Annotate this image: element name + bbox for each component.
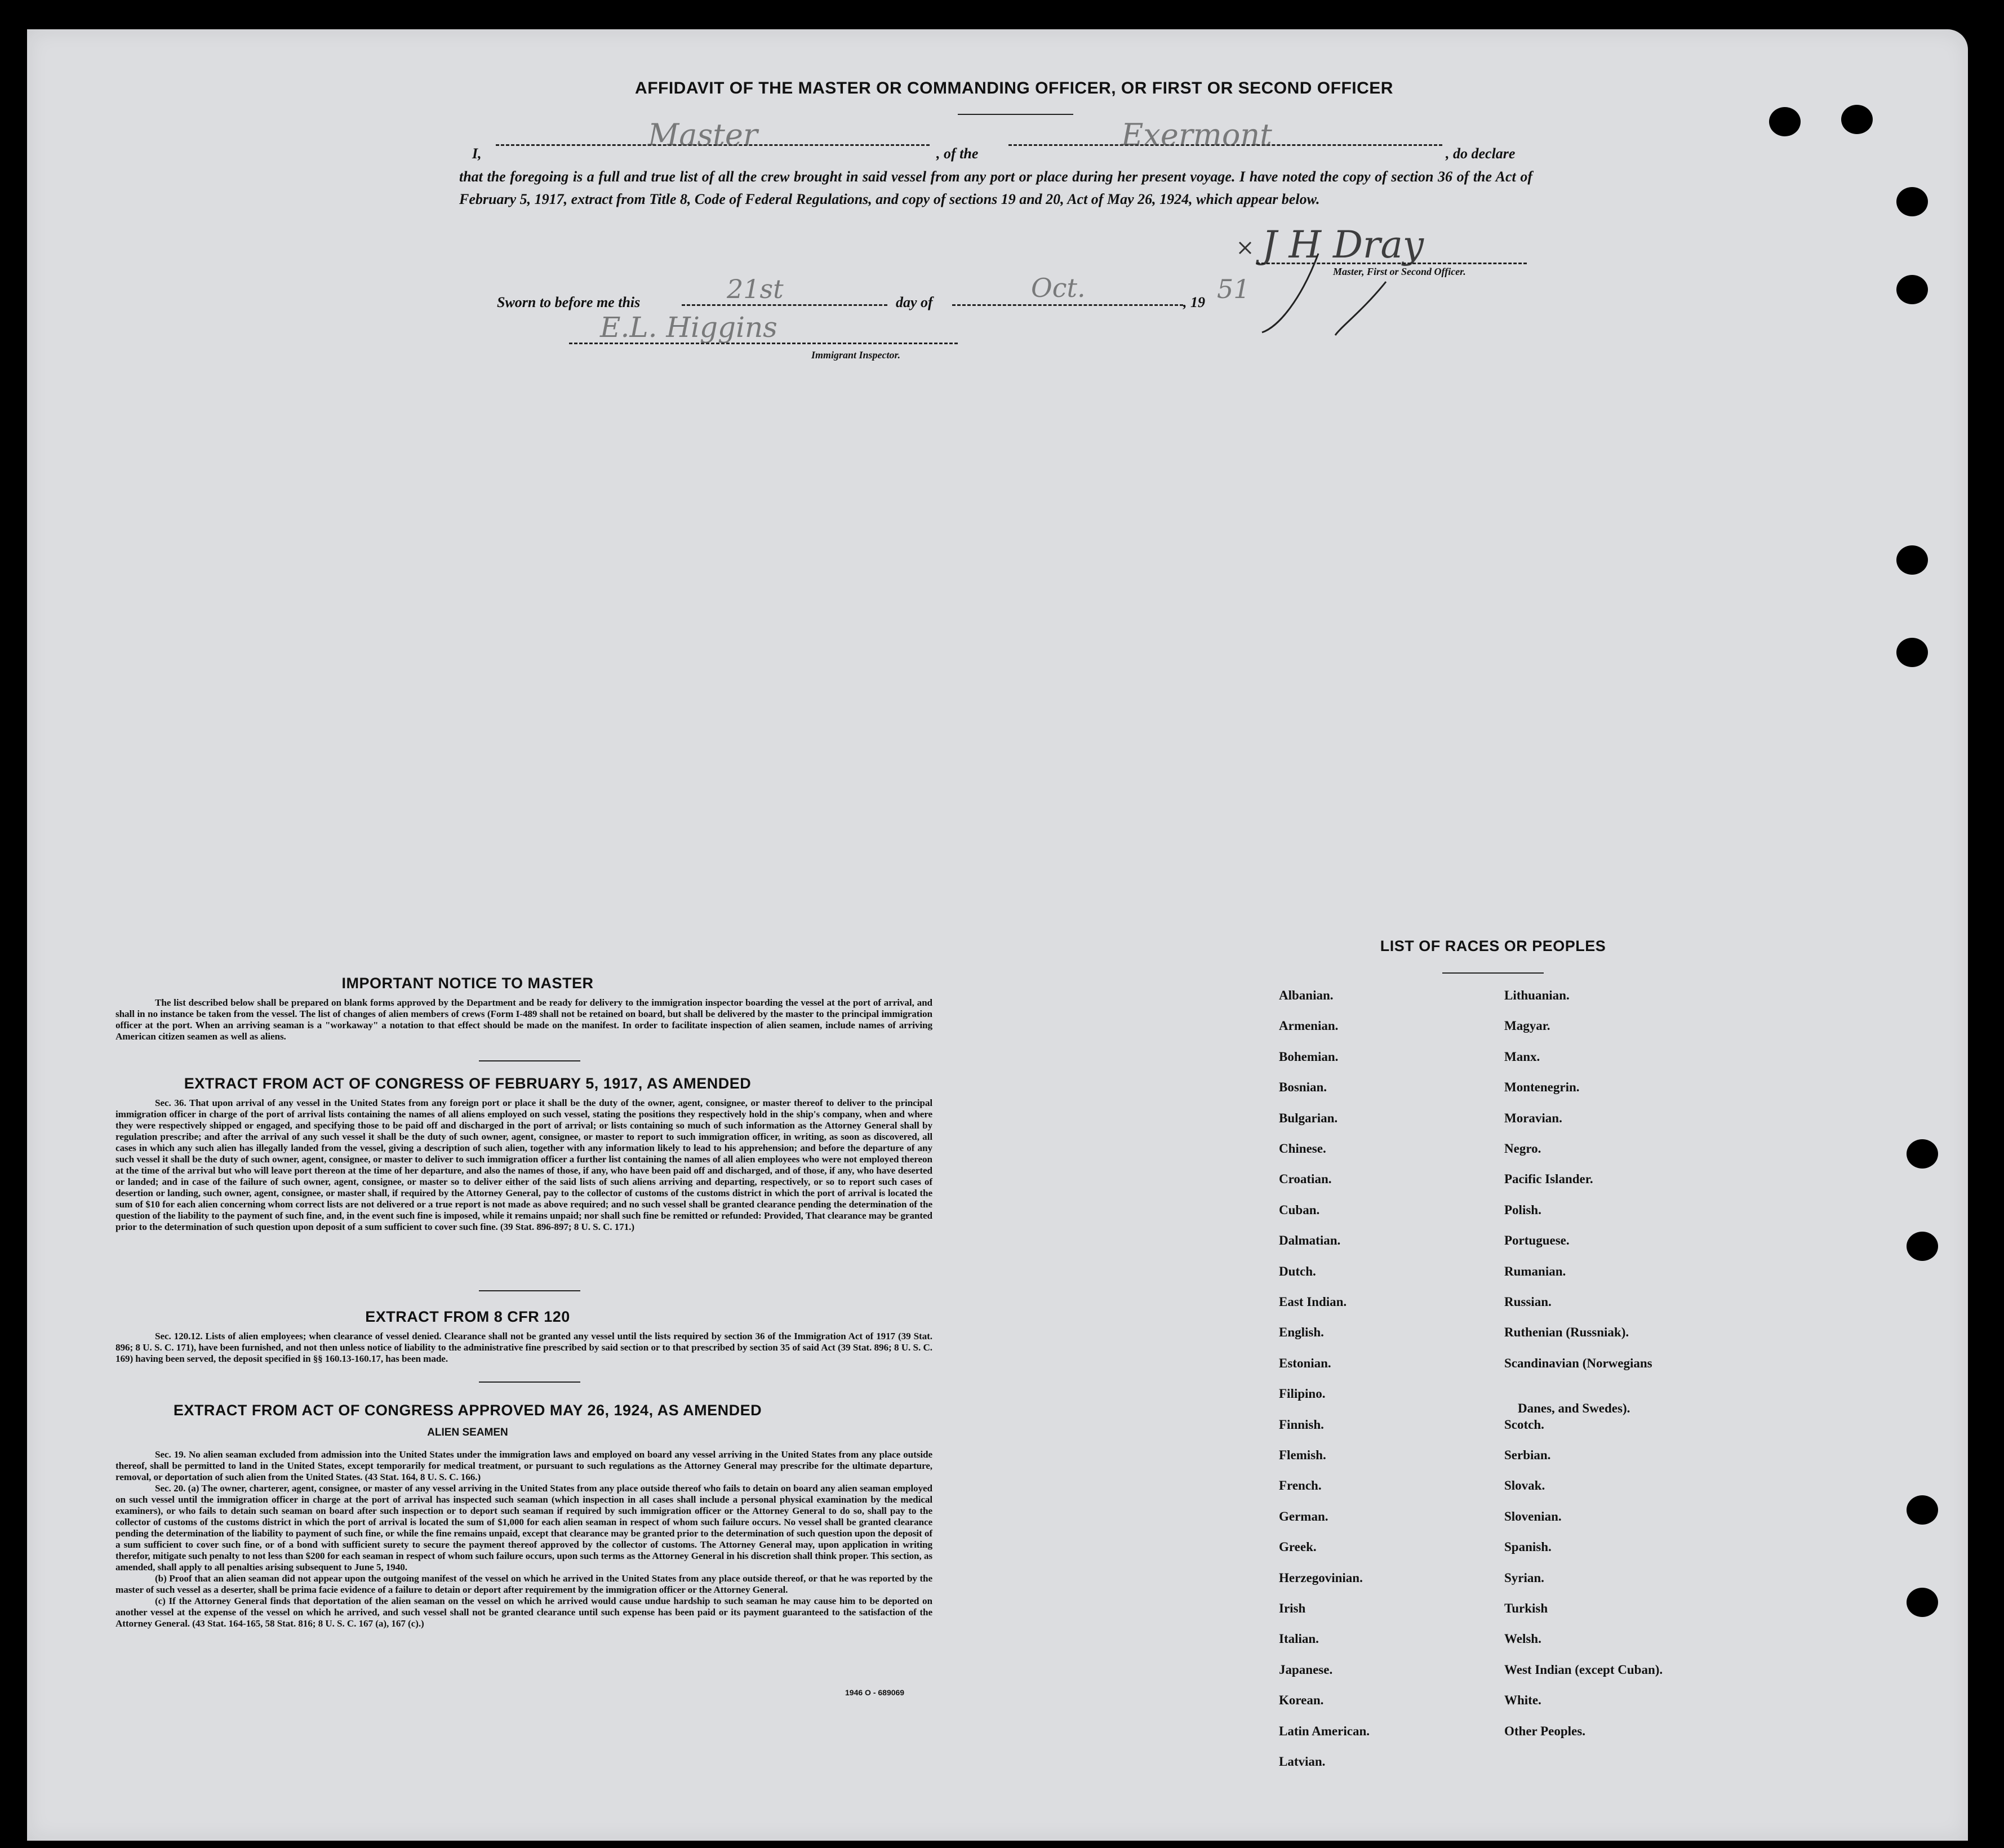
extract-1924-sec19: Sec. 19. No alien seaman excluded from admission into the United States under the immigration laws and employed on board any vessel arriving in the United States from any place outside thereof, shall be permitted to land in the United States, except temporarily for medical treatment, or pursuant to such regulations as the Attorney General may prescribe for the ultimate departure, removal, or deportation of such alien from the United States. (43 Stat. 164, 8 U. S. C. 166.) — [115, 1449, 932, 1482]
affidavit-i-label: I, — [472, 145, 482, 162]
race-item: Dalmatian. — [1279, 1233, 1341, 1248]
race-item: Lithuanian. — [1504, 988, 1570, 1002]
race-item: Syrian. — [1504, 1570, 1544, 1585]
race-item: West Indian (except Cuban). — [1504, 1662, 1663, 1677]
punch-hole — [1907, 1139, 1938, 1169]
race-item: Turkish — [1504, 1601, 1548, 1615]
extract-1924-subtitle: ALIEN SEAMEN — [427, 1427, 508, 1438]
handwritten-vessel: Exermont — [1121, 117, 1272, 153]
inspector-caption: Immigrant Inspector. — [811, 349, 901, 361]
punch-hole — [1896, 545, 1928, 575]
race-item: Albanian. — [1279, 988, 1334, 1002]
race-item: Negro. — [1504, 1141, 1541, 1156]
race-item: Spanish. — [1504, 1540, 1552, 1554]
race-item: Filipino. — [1279, 1387, 1326, 1401]
race-item: Croatian. — [1279, 1172, 1332, 1187]
year-label: , 19 — [1183, 294, 1205, 310]
race-item: Estonian. — [1279, 1356, 1331, 1370]
race-item: Welsh. — [1504, 1632, 1541, 1646]
divider — [1442, 972, 1544, 974]
extract-1917-body: Sec. 36. That upon arrival of any vessel in the United States from any foreign port or place it shall be the duty of the owner, agent, consignee, or master thereof to deliver to the principal immigration officer in charge of the port of arrival lists containing the names of all aliens employed on such vessel, stating the positions they respectively hold in the ship's company, when and where they were respectively shipped or engaged, and specifying those to be paid off and discharged in the port of arrival; or lists containing so much of such information as the Attorney General shall by regulation prescribe; and after the arrival of any such vessel it shall be the duty of such owner, agent, consignee, or master to report to such immigration officer, in writing, as soon as discovered, all cases in which any such alien has illegally landed from the vessel, giving a description of such alien, together with any information likely to lead to his apprehension; and before the departure of any such vessel it shall be the duty of such owner, agent, consignee, or master to deliver to such immigration officer a further list containing the names of all alien employees who were not employed thereon at the time of the arrival but who will leave port thereon at the time of her departure, and also the names of those, if any, who have been paid off and discharged, and of those, if any, who have deserted or landed; and in case of the failure of such owner, agent, consignee, or master so to deliver either of the said lists of such aliens arriving and departing, respectively, or so to report such cases of desertion or landing, such owner, agent, consignee, or master shall, if required by the Attorney General, pay to the collector of customs of the customs district in which the port of arrival is located the sum of $10 for each alien concerning whom correct lists are not delivered or a true report is not made as above required; and no such vessel shall be granted clearance pending the determination of the question of the liability to the payment of such fine, and, in the event such fine is imposed, while it remains unpaid; nor shall such fine be remitted or refunded: Provided, That clearance may be granted prior to the determination of such question upon deposit of a sum sufficient to cover such fine. (39 Stat. 896-897; 8 U. S. C. 171.) — [115, 1098, 932, 1232]
extract-1924-sec20b: (b) Proof that an alien seaman did not appear upon the outgoing manifest of the vessel on which he arrived in the United States from any place outside thereof, or that he was reported by the master of such vessel as a deserter, shall be prima facie evidence of a failure to detain or deport after requirement by the immigration officer or the Attorney General. — [115, 1573, 932, 1595]
race-item: Dutch. — [1279, 1264, 1316, 1278]
handwritten-day: 21st — [727, 274, 784, 304]
race-item: Bosnian. — [1279, 1080, 1327, 1095]
affidavit-of-label: , of the — [936, 145, 979, 162]
punch-hole — [1769, 107, 1801, 136]
signature-caption: Master, First or Second Officer. — [1333, 266, 1466, 277]
extract-cfr-body: Sec. 120.12. Lists of alien employees; when clearance of vessel denied. Clearance shall not be granted any vessel until the lists required by section 36 of the Immigration Act of 1917 (39 Stat. 896; 8 U. S. C. 171), have been furnished, and not then unless notice of liability to the administrative fine prescribed by said section or to that prescribed by section 35 of said Act (39 Stat. 896; 8 U. S. C. 169) having been served, the deposit specified in §§ 160.13-160.17, has been made. — [115, 1331, 932, 1364]
handwritten-inspector: E.L. Higgins — [600, 311, 777, 344]
race-item: Bulgarian. — [1279, 1110, 1338, 1125]
handwritten-name: Master — [648, 117, 758, 153]
race-item: Other Peoples. — [1504, 1723, 1585, 1738]
divider — [479, 1060, 580, 1061]
punch-hole — [1907, 1588, 1938, 1617]
extract-cfr-title: EXTRACT FROM 8 CFR 120 — [365, 1308, 570, 1325]
race-item: Irish — [1279, 1601, 1306, 1615]
race-item: Scotch. — [1504, 1417, 1544, 1432]
affidavit-declare-label: , do declare — [1446, 145, 1516, 162]
affidavit-body: that the foregoing is a full and true list of all the crew brought in said vessel from any port or place during her present voyage. I have noted the copy of section 36 of the Act of February 5, 1917, extract from Title 8, Code of Federal Regulations, and copy of sections 19 and 20, Act of May 26, 1924, which appear below. — [459, 168, 1532, 207]
month-line — [952, 304, 1183, 306]
race-item: Montenegrin. — [1504, 1080, 1580, 1095]
race-item: East Indian. — [1279, 1295, 1347, 1309]
handwritten-signature: J H Dray — [1262, 223, 1424, 266]
race-item: Magyar. — [1504, 1019, 1550, 1033]
race-item: Greek. — [1279, 1540, 1317, 1554]
punch-hole — [1907, 1495, 1938, 1525]
race-item: Serbian. — [1504, 1448, 1551, 1462]
race-item: Chinese. — [1279, 1141, 1326, 1156]
race-item: Bohemian. — [1279, 1049, 1339, 1064]
race-item: Armenian. — [1279, 1019, 1339, 1033]
race-item: Manx. — [1504, 1049, 1540, 1064]
day-line — [682, 304, 887, 306]
divider — [958, 114, 1073, 115]
divider — [479, 1381, 580, 1383]
punch-hole — [1907, 1232, 1938, 1261]
race-item: Slovenian. — [1504, 1509, 1562, 1523]
race-item: Moravian. — [1504, 1110, 1562, 1125]
handwritten-month: Oct. — [1031, 273, 1086, 303]
race-item: Pacific Islander. — [1504, 1172, 1593, 1187]
handwritten-year: 51 — [1217, 274, 1250, 304]
race-item: White. — [1504, 1693, 1541, 1708]
race-item: Rumanian. — [1504, 1264, 1566, 1278]
race-item: Latin American. — [1279, 1723, 1370, 1738]
race-item: German. — [1279, 1509, 1328, 1523]
race-item: English. — [1279, 1325, 1324, 1340]
race-item: Japanese. — [1279, 1662, 1333, 1677]
punch-hole — [1841, 105, 1873, 134]
race-item: Ruthenian (Russniak). — [1504, 1325, 1629, 1340]
signature-flourish — [1217, 231, 1476, 344]
race-item: Slovak. — [1504, 1478, 1545, 1493]
race-item: Italian. — [1279, 1632, 1319, 1646]
race-item: Danes, and Swedes). — [1518, 1401, 1630, 1416]
print-code: 1946 O - 689069 — [845, 1688, 905, 1697]
divider — [479, 1290, 580, 1291]
extract-1924-body — [115, 1449, 932, 1629]
day-of-label: day of — [896, 294, 933, 310]
punch-hole — [1896, 638, 1928, 667]
affidavit-title: AFFIDAVIT OF THE MASTER OR COMMANDING OFFICER, OR FIRST OR SECOND OFFICER — [635, 79, 1393, 97]
race-item: Russian. — [1504, 1295, 1552, 1309]
race-item: Finnish. — [1279, 1417, 1324, 1432]
race-item: Cuban. — [1279, 1202, 1320, 1217]
race-item: Portuguese. — [1504, 1233, 1570, 1248]
extract-1924-title: EXTRACT FROM ACT OF CONGRESS APPROVED MAY 26, 1924, AS AMENDED — [173, 1402, 762, 1419]
notice-title: IMPORTANT NOTICE TO MASTER — [341, 975, 594, 992]
extract-1924-sec20c: (c) If the Attorney General finds that deportation of the alien seaman on the vessel on which he arrived would cause undue hardship to such seaman he may cause him to be deported on another vessel at the expense of the vessel on which he arrived, and such vessel shall not be granted clearance until such expense has been paid or its payment guaranteed to the satisfaction of the Attorney General. (43 Stat. 164-165, 58 Stat. 816; 8 U. S. C. 167 (a), 167 (c).) — [115, 1596, 932, 1629]
extract-1917-title: EXTRACT FROM ACT OF CONGRESS OF FEBRUARY 5, 1917, AS AMENDED — [184, 1075, 752, 1092]
punch-hole — [1896, 275, 1928, 304]
race-item: Korean. — [1279, 1693, 1324, 1708]
races-title: LIST OF RACES OR PEOPLES — [1380, 938, 1606, 954]
extract-1924-sec20a: Sec. 20. (a) The owner, charterer, agent, consignee, or master of any vessel arriving in the United States from any place outside thereof who fails to detain on board any alien seaman employed on such vessel until the immigration officer in charge at the port of arrival has inspected such seaman (which inspection in all cases shall include a personal physical examination by the medical examiners), or who fails to detain such seaman on board after such inspection or to deport such seaman if required by such immigration officer or the Attorney General to do so, shall pay to the collector of customs of the customs district in which the port of arrival is located the sum of $1,000 for each alien seaman in respect of whom such failure occurs. No vessel shall be granted clearance pending the determination of the liability to payment of such fine, or while the fine remains unpaid, except that clearance may be granted prior to the determination of such question upon the deposit of a sum sufficient to cover such fine, or of a bond with sufficient surety to secure the payment thereof approved by the collector of customs. The Attorney General may, upon application in writing therefor, mitigate such penalty to not less than $200 for each seaman in respect of whom such failure occurs, upon such terms as the Attorney General in his discretion shall think proper. This section, as amended, shall apply to all penalties arising subsequent to June 5, 1940. — [115, 1483, 932, 1572]
punch-hole — [1896, 187, 1928, 216]
race-item: Polish. — [1504, 1202, 1541, 1217]
race-item: French. — [1279, 1478, 1322, 1493]
race-item: Herzegovinian. — [1279, 1570, 1363, 1585]
notice-body: The list described below shall be prepared on blank forms approved by the Department and be ready for delivery to the immigration inspector boarding the vessel at the port of arrival, and shall in no instance be taken from the vessel. The list of changes of alien members of crews (Form I-489 shall not be retained on board, but shall be delivered by the master to the principal immigration officer at the port. When an arriving seaman is a "workaway" a notation to that effect should be made on the manifest. In order to facilitate inspection of alien seamen, include names of arriving American citizen seamen as well as aliens. — [115, 997, 932, 1042]
race-item: Latvian. — [1279, 1754, 1326, 1769]
sworn-label: Sworn to before me this — [497, 294, 641, 310]
race-item: Flemish. — [1279, 1448, 1326, 1462]
race-item: Scandinavian (Norwegians — [1504, 1356, 1652, 1370]
